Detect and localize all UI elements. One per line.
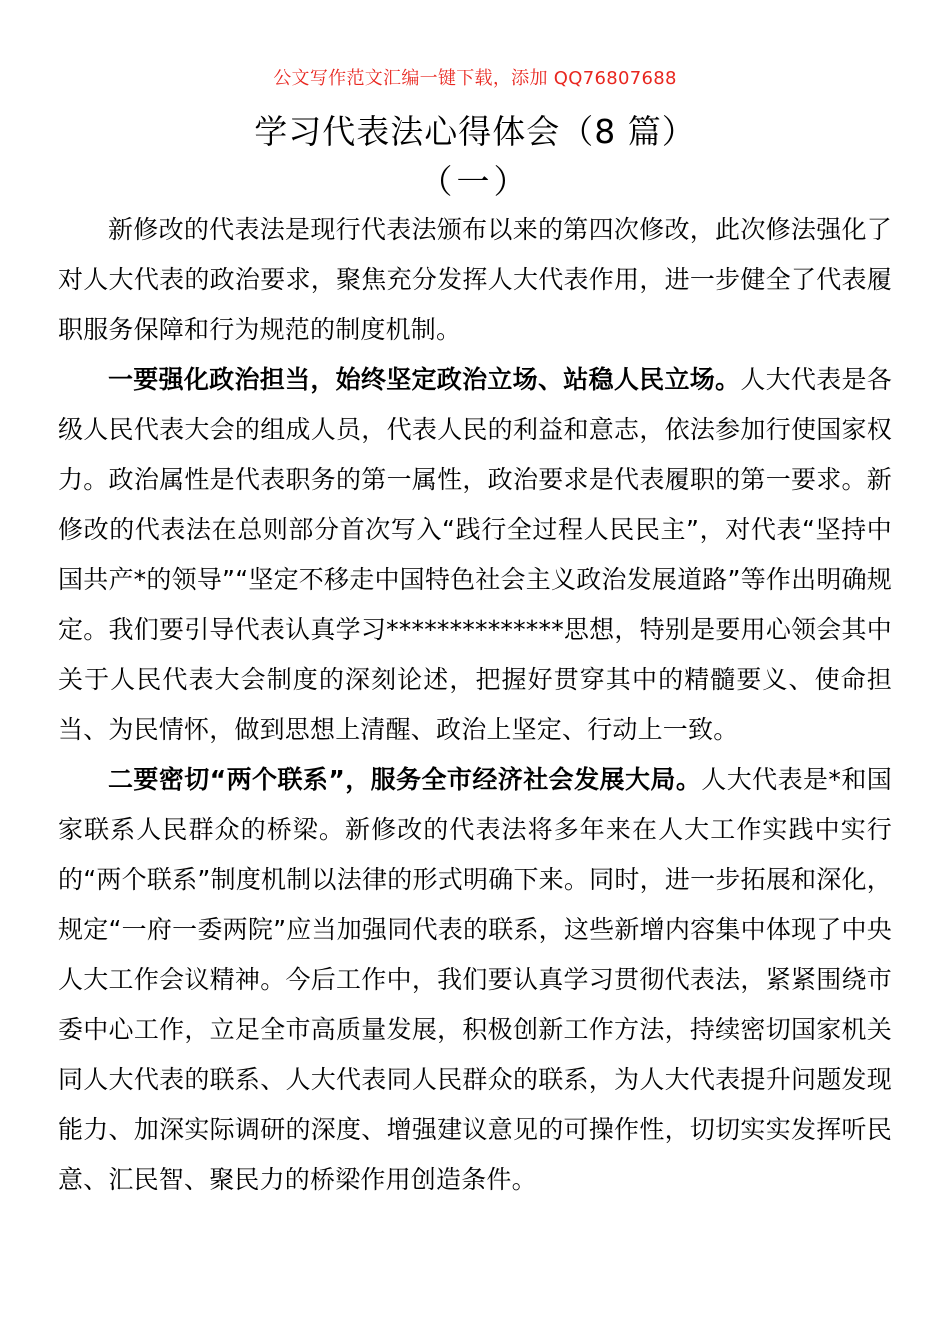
paragraph-political-responsibility (58, 355, 892, 755)
paragraph-text: 人大代表是各级人民代表大会的组成人员，代表人民的利益和意志，依法参加行使国家权力。政治属性是代表职务的第一属性，政治要求是代表履职的第一要求。新修改的代表法在总则部分首次写入“践行全过程人民民主”，对代表“坚持中国共产*的领导”“坚定不移走中国特色社会主义政治发展道路”等作出明确规定。我们要引导代表认真学习**************思想，特别是要用心领会其中关于人民代表大会制度的深刻论述，把握好贯穿其中的精髓要义、使命担当、为民情怀，做到思想上清醒、政治上坚定、行动上一致。 (58, 365, 892, 744)
section-heading: （一） (419, 162, 531, 201)
document-title: 学习代表法心得体会（8 篇） (254, 112, 696, 151)
paragraph-lead: 二要密切“两个联系”，服务全市经济社会发展大局。 (108, 765, 702, 794)
document-body (58, 205, 892, 1205)
paragraph-intro (58, 205, 892, 355)
paragraph-two-connections (58, 755, 892, 1205)
paragraph-text: 人大代表是*和国家联系人民群众的桥梁。新修改的代表法将多年来在人大工作实践中实行的“两个联系”制度机制以法律的形式明确下来。同时，进一步拓展和深化，规定“一府一委两院”应当加强同代表的联系，这些新增内容集中体现了中央人大工作会议精神。今后工作中，我们要认真学习贯彻代表法，紧紧围绕市委中心工作，立足全市高质量发展，积极创新工作方法，持续密切国家机关同人大代表的联系、人大代表同人民群众的联系，为人大代表提升问题发现能力、加深实际调研的深度、增强建议意见的可操作性，切切实实发挥听民意、汇民智、聚民力的桥梁作用创造条件。 (58, 765, 892, 1194)
paragraph-lead: 一要强化政治担当，始终坚定政治立场、站稳人民立场。 (108, 365, 741, 394)
download-promo-note: 公文写作范文汇编一键下载，添加 QQ76807688 (273, 68, 677, 89)
paragraph-text: 新修改的代表法是现行代表法颁布以来的第四次修改，此次修法强化了对人大代表的政治要求，聚焦充分发挥人大代表作用，进一步健全了代表履职服务保障和行为规范的制度机制。 (58, 215, 892, 344)
